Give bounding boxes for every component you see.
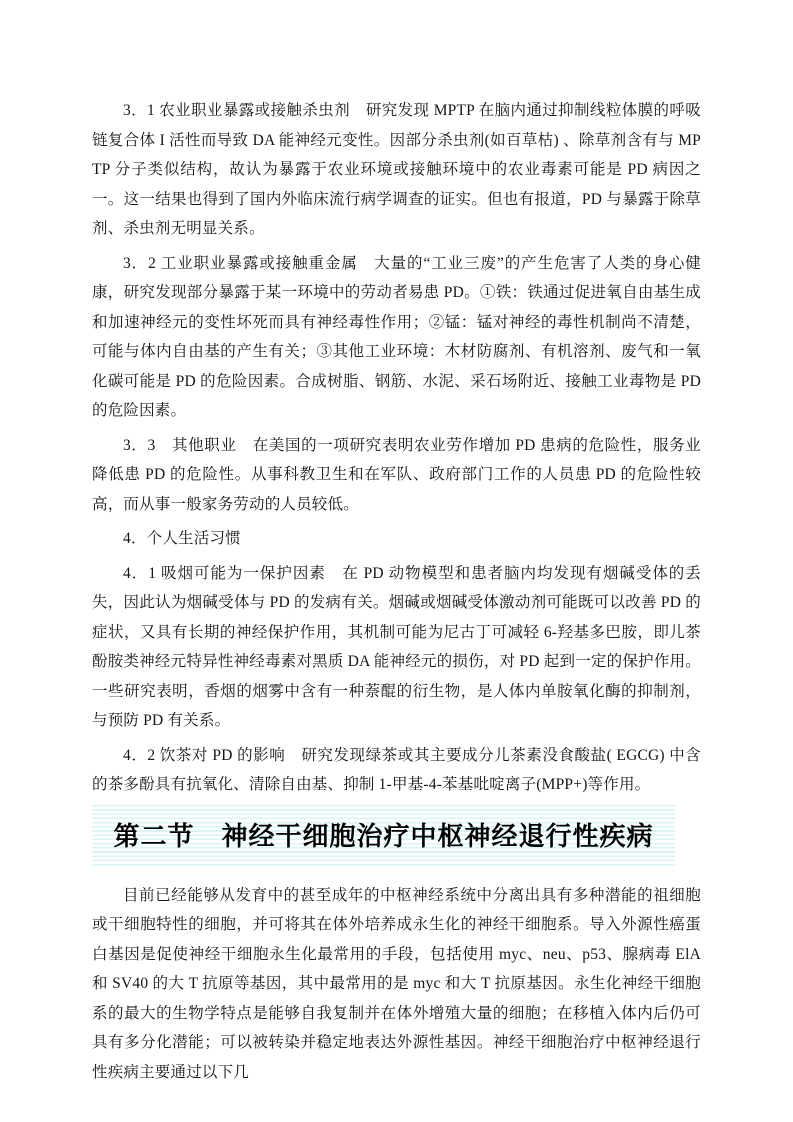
paragraph-4-2-tea: 4．2 饮茶对 PD 的影响 研究发现绿茶或其主要成分儿茶素没食酸盐( EGCG) 中含的茶多酚具有抗氧化、清除自由基、抑制 1-甲基-4-苯基吡啶离子(MPP+)等作用。 bbox=[92, 746, 701, 793]
paragraph-3-1-agricultural-exposure: 3．1 农业职业暴露或接触杀虫剂 研究发现 MPTP 在脑内通过抑制线粒体膜的呼吸链复合体 I 活性而导致 DA 能神经元变性。因部分杀虫剂(如百草枯) 、除草剂含有与 MPTP 分子类似结构，故认为暴露于农业环境或接触环境中的农业毒素可能是 PD 病因之一。这一结果也得到了国内外临床流行病学调查的证实。但也有报道，PD 与暴露于除草剂、杀虫剂无明显关系。 bbox=[92, 102, 701, 237]
paragraph-4-lifestyle-heading: 4．个人生活习惯 bbox=[123, 530, 241, 547]
paragraph-4-1-smoking: 4．1 吸烟可能为一保护因素 在 PD 动物模型和患者脑内均发现有烟碱受体的丢失，因此认为烟碱受体与 PD 的发病有关。烟碱或烟碱受体激动剂可能既可以改善 PD 的症状，又具有长期的神经保护作用，其机制可能为尼古丁可减轻 6-羟基多巴胺，即儿茶酚胺类神经元特异性神经毒素对黑质 DA 能神经元的损伤，对 PD 起到一定的保护作用。一些研究表明，香烟的烟雾中含有一种萘醌的衍生物，是人体内单胺氧化酶的抑制剂，与预防 PD 有关系。 bbox=[92, 564, 701, 729]
paragraph-3-3-other-occupations: 3．3 其他职业 在美国的一项研究表明农业劳作增加 PD 患病的危险性，服务业降低患 PD 的危险性。从事科教卫生和在军队、政府部门工作的人员患 PD 的危险性较高，而从事一般家务劳动的人员较低。 bbox=[92, 436, 701, 513]
section-header-band bbox=[92, 805, 675, 867]
section-title: 第二节 神经干细胞治疗中枢神经退行性疾病 bbox=[113, 820, 654, 851]
paragraph-neural-stem-cell-intro: 目前已经能够从发育中的甚至成年的中枢神经系统中分离出具有多种潜能的祖细胞或干细胞特性的细胞，并可将其在体外培养成永生化的神经干细胞系。导入外源性癌蛋白基因是促使神经干细胞永生化最常用的手段，包括使用 myc、neu、p53、腺病毒 ElA 和 SV40 的大 T 抗原等基因，其中最常用的是 myc 和大 T 抗原基因。永生化神经干细胞系的最大的生物学特点是能够自我复制并在体外增殖大量的细胞；在移植入体内后仍可具有多分化潜能；可以被转染并稳定地表达外源性基因。神经干细胞治疗中枢神经退行性疾病主要通过以下几 bbox=[92, 886, 701, 1081]
paragraph-3-2-industrial-exposure: 3．2 工业职业暴露或接触重金属 大量的“工业三废”的产生危害了人类的身心健康，研究发现部分暴露于某一环境中的劳动者易患 PD。①铁：铁通过促进氧自由基生成和加速神经元的变性坏死而具有神经毒性作用；②锰：锰对神经的毒性机制尚不清楚，可能与体内自由基的产生有关；③其他工业环境：木材防腐剂、有机溶剂、废气和一氧化碳可能是 PD 的危险因素。合成树脂、钢筋、水泥、采石场附近、接触工业毒物是 PD 的危险因素。 bbox=[92, 254, 701, 419]
